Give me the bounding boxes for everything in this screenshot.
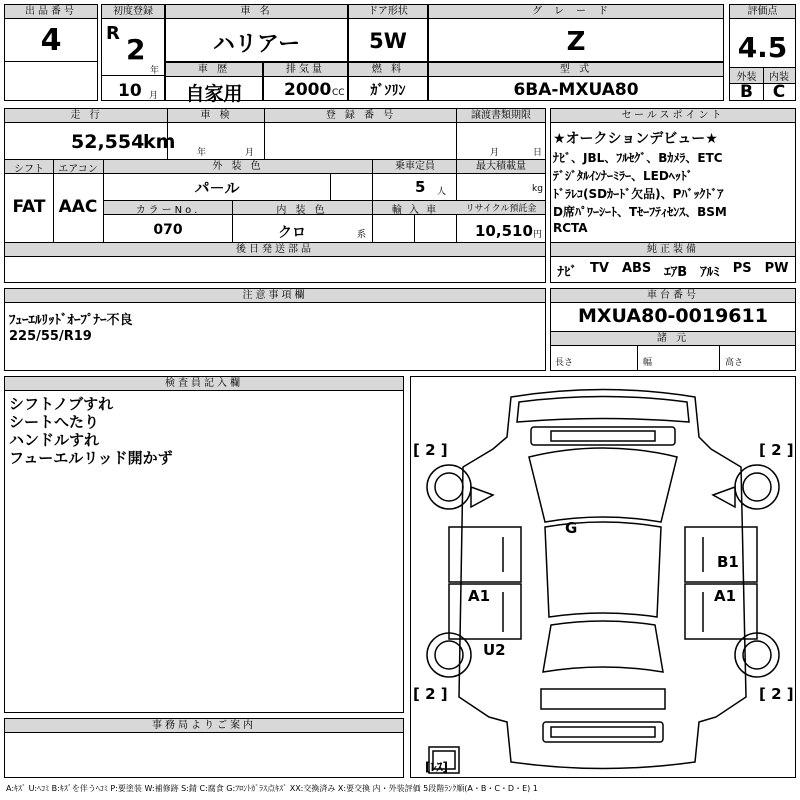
model-box: 型 式 6BA-MXUA80 bbox=[428, 62, 724, 101]
grade-box: グレード Z bbox=[428, 4, 724, 62]
recycle-fee: 10,510 bbox=[475, 222, 533, 240]
equipment-item: ABS bbox=[621, 261, 652, 276]
tire-mark: [ 2 ] bbox=[759, 441, 794, 459]
fuel: ｶﾞｿﾘﾝ bbox=[370, 83, 406, 99]
tire-mark: [ 2 ] bbox=[413, 685, 448, 703]
damage-mark: A1 bbox=[714, 587, 737, 605]
car-diagram bbox=[410, 376, 796, 778]
sales-point-line: ﾃﾞｼﾞﾀﾙｲﾝﾅｰﾐﾗｰ、LEDﾍｯﾄﾞ bbox=[553, 169, 693, 183]
damage-mark: G bbox=[565, 519, 578, 537]
spec-box: 走 行 車 検 登 録 番 号 譲渡書類期限 52,554 km 年 月 月 日 シフト エアコン FAT AAC 外 装 色 乗車定員 最大積載量 パ－ル 5 人 kg カラーNo. 内 装 色 輸 入 車 リサイクル預託金 070 クロ 系 10,510 円 後日発送部品 bbox=[4, 108, 546, 283]
sales-point-line: ﾄﾞﾗﾚｺ(SDｶｰﾄﾞ欠品)、Pﾊﾞｯｸﾄﾞｱ bbox=[553, 187, 724, 201]
shift: FAT bbox=[12, 197, 46, 217]
chassis-box: 車台番号 MXUA80-0019611 諸 元 長さ 幅 高さ bbox=[550, 288, 796, 371]
damage-mark: U2 bbox=[483, 641, 506, 659]
inspector-line: シートへたり bbox=[9, 413, 100, 431]
sales-point-line: D席ﾊﾟﾜｰｼｰﾄ、Tｾｰﾌﾃｨｾﾝｽ、BSM bbox=[553, 205, 727, 219]
notes-box: 注意事項欄 ﾌｭｰｴﾙﾘｯﾄﾞｵｰﾌﾟﾅｰ不良 225/55/R19 bbox=[4, 288, 546, 371]
fuel-box: 燃 料 ｶﾞｿﾘﾝ bbox=[348, 62, 428, 101]
note-line: ﾌｭｰｴﾙﾘｯﾄﾞｵｰﾌﾟﾅｰ不良 bbox=[9, 313, 133, 328]
equipment-item: PS bbox=[732, 261, 752, 276]
exterior-color: パ－ル bbox=[194, 179, 240, 197]
air-conditioner: AAC bbox=[58, 197, 98, 217]
legend: A:ｷｽﾞ U:ﾍｺﾐ B:ｷｽﾞを伴うﾍｺﾐ P:要塗装 W:補修跡 S:錆 C:腐食 G:ﾌﾛﾝﾄｶﾞﾗｽ点ｷｽﾞ XX:交換済み X:要交換 内・外装評価 5段階ﾗﾝｸ順(A・B・C・D・E) 1 bbox=[6, 784, 538, 793]
score: 4.5 bbox=[737, 31, 788, 64]
displacement-box: 排気量 2000 CC bbox=[263, 62, 348, 101]
first-registration-box: 初度登録 R 2 年 10 月 bbox=[101, 4, 165, 101]
spare-tire-mark: [ﾚｽ] bbox=[425, 760, 448, 774]
office-box: 事務局よりご案内 bbox=[4, 718, 404, 778]
history-box: 車 歴 自家用 bbox=[165, 62, 263, 101]
equipment-item: ｱﾙﾐ bbox=[700, 265, 720, 280]
door-type: 5W bbox=[369, 29, 407, 53]
sales-point-line: ★オークションデビュー★ bbox=[553, 131, 718, 147]
grade: Z bbox=[566, 27, 586, 57]
tire-mark: [ 2 ] bbox=[759, 685, 794, 703]
sales-point-box: セールスポイント ★オークションデビュー★ ﾅﾋﾞ、JBL、ﾌﾙｾｸﾞ、Bｶﾒﾗ、ETC ﾃﾞｼﾞﾀﾙｲﾝﾅｰﾐﾗｰ、LEDﾍｯﾄﾞ ﾄﾞﾗﾚｺ(SDｶｰﾄﾞ欠品)、Pﾊﾞｯｸﾄﾞｱ D席ﾊﾟﾜｰｼｰﾄ、Tｾｰﾌﾃｨｾﾝｽ、BSM RCTA 純正装備 ﾅﾋﾞ TV ABS ｴｱB ｱﾙﾐ PS PW bbox=[550, 108, 796, 283]
mileage: 52,554 bbox=[71, 131, 145, 153]
car-name: ハリアー bbox=[212, 32, 301, 57]
sales-point-line: RCTA bbox=[553, 221, 588, 235]
equipment-item: ｴｱB bbox=[664, 265, 688, 280]
inspector-line: シフトノブすれ bbox=[9, 395, 114, 413]
door-box: ドア形状 5W bbox=[348, 4, 428, 62]
inspector-box: 検査員記入欄 シフトノブすれ シートへたり ハンドルすれ フューエルリッド開かず bbox=[4, 376, 404, 713]
reg-year: 2 bbox=[126, 33, 146, 66]
equipment-item: PW bbox=[764, 261, 789, 276]
damage-mark: B1 bbox=[717, 553, 739, 571]
inspector-line: ハンドルすれ bbox=[9, 431, 100, 449]
model-code: 6BA-MXUA80 bbox=[513, 80, 639, 100]
equipment-item: TV bbox=[590, 261, 609, 276]
reg-month: 10 bbox=[118, 81, 142, 101]
note-line: 225/55/R19 bbox=[9, 329, 92, 344]
sales-point-line: ﾅﾋﾞ、JBL、ﾌﾙｾｸﾞ、Bｶﾒﾗ、ETC bbox=[553, 151, 723, 165]
lot-number: 4 bbox=[40, 23, 62, 58]
car-name-box: 車 名 ハリアー bbox=[165, 4, 348, 62]
era: R bbox=[106, 23, 120, 44]
inspector-line: フューエルリッド開かず bbox=[9, 449, 173, 467]
displacement: 2000 bbox=[284, 80, 332, 100]
chassis-number: MXUA80-0019611 bbox=[578, 305, 768, 327]
lot-label: 出品番号 bbox=[5, 5, 97, 19]
tire-mark: [ 2 ] bbox=[413, 441, 448, 459]
interior-color: クロ bbox=[278, 225, 306, 241]
equipment-item: ﾅﾋﾞ bbox=[557, 265, 577, 280]
damage-mark: A1 bbox=[468, 587, 491, 605]
equipment-list bbox=[551, 261, 795, 280]
lot-box bbox=[4, 4, 98, 101]
color-number: 070 bbox=[153, 222, 183, 238]
history: 自家用 bbox=[185, 83, 243, 105]
exterior-grade: B bbox=[740, 82, 753, 102]
capacity: 5 bbox=[415, 178, 426, 196]
car-outline bbox=[411, 377, 795, 777]
score-box: 評価点 4.5 外装 内装 B C bbox=[729, 4, 796, 101]
interior-grade: C bbox=[772, 82, 786, 102]
